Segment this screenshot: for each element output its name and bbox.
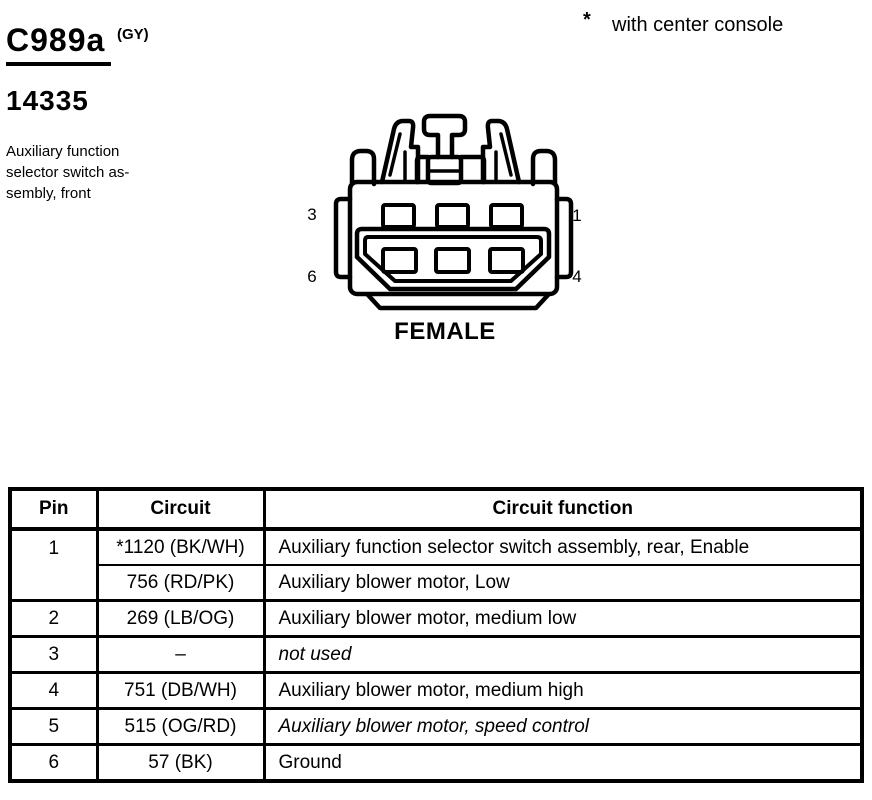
pin-cell: 3 [10, 637, 97, 673]
circuit-cell: – [97, 637, 264, 673]
connector-foot [368, 295, 548, 308]
pin-label-4: 4 [572, 267, 582, 286]
connector-color-code: (GY) [117, 26, 149, 43]
connector-ear-right [533, 151, 555, 184]
shroud-inner [365, 237, 541, 281]
pinout-table [8, 487, 864, 783]
table-row [10, 709, 862, 745]
table-row [10, 565, 862, 601]
pin-cell: 4 [10, 673, 97, 709]
pin-label-3: 3 [307, 205, 317, 224]
description-line: sembly, front [6, 185, 91, 202]
latch-wing-right [483, 121, 519, 182]
pin-cell: 6 [10, 745, 97, 782]
function-cell: Auxiliary blower motor, medium low [264, 601, 862, 637]
circuit-cell: 515 (OG/RD) [97, 709, 264, 745]
table-row [10, 637, 862, 673]
description-line: selector switch as- [6, 164, 130, 181]
function-cell: Auxiliary function selector switch assembly, rear, Enable [264, 529, 862, 565]
table-row [10, 601, 862, 637]
pin-cell: 5 [10, 709, 97, 745]
circuit-cell: *1120 (BK/WH) [97, 529, 264, 565]
pin-cavity [436, 249, 469, 272]
pin-cavity [383, 205, 414, 227]
part-number: 14335 [6, 85, 89, 116]
footnote-text: with center console [612, 14, 784, 36]
table-row [10, 745, 862, 782]
circuit-cell: 57 (BK) [97, 745, 264, 782]
pin-cavity [491, 205, 522, 227]
pin-label-1: 1 [572, 206, 582, 225]
pin-cell: 1 [10, 529, 97, 601]
circuit-cell: 756 (RD/PK) [97, 565, 264, 601]
function-cell: Auxiliary blower motor, medium high [264, 673, 862, 709]
connector-description [6, 141, 129, 204]
pin-cavity [383, 249, 416, 272]
footnote-asterisk: * [583, 9, 591, 31]
description-line: Auxiliary function [6, 143, 120, 160]
header-pin: Pin [10, 489, 97, 529]
header-circuit: Circuit [97, 489, 264, 529]
connector-id: C989a [6, 22, 111, 66]
table-row [10, 673, 862, 709]
pin-cavity [490, 249, 523, 272]
function-cell: Auxiliary blower motor, Low [264, 565, 862, 601]
pin-label-6: 6 [307, 267, 317, 286]
function-cell: not used [264, 637, 862, 673]
latch-wing-left [382, 121, 418, 182]
table-header-row [10, 489, 862, 529]
pin-cavity [437, 205, 468, 227]
latch-center-tab [424, 116, 465, 157]
circuit-cell: 751 (DB/WH) [97, 673, 264, 709]
pin-cell: 2 [10, 601, 97, 637]
pinout-table-body [10, 529, 862, 781]
connector-ear-left [352, 151, 374, 184]
connector-gender-label: FEMALE [394, 318, 496, 345]
function-cell: Ground [264, 745, 862, 782]
connector-diagram [290, 100, 620, 355]
header-circuit-function: Circuit function [264, 489, 862, 529]
circuit-cell: 269 (LB/OG) [97, 601, 264, 637]
table-row [10, 529, 862, 565]
function-cell: Auxiliary blower motor, speed control [264, 709, 862, 745]
